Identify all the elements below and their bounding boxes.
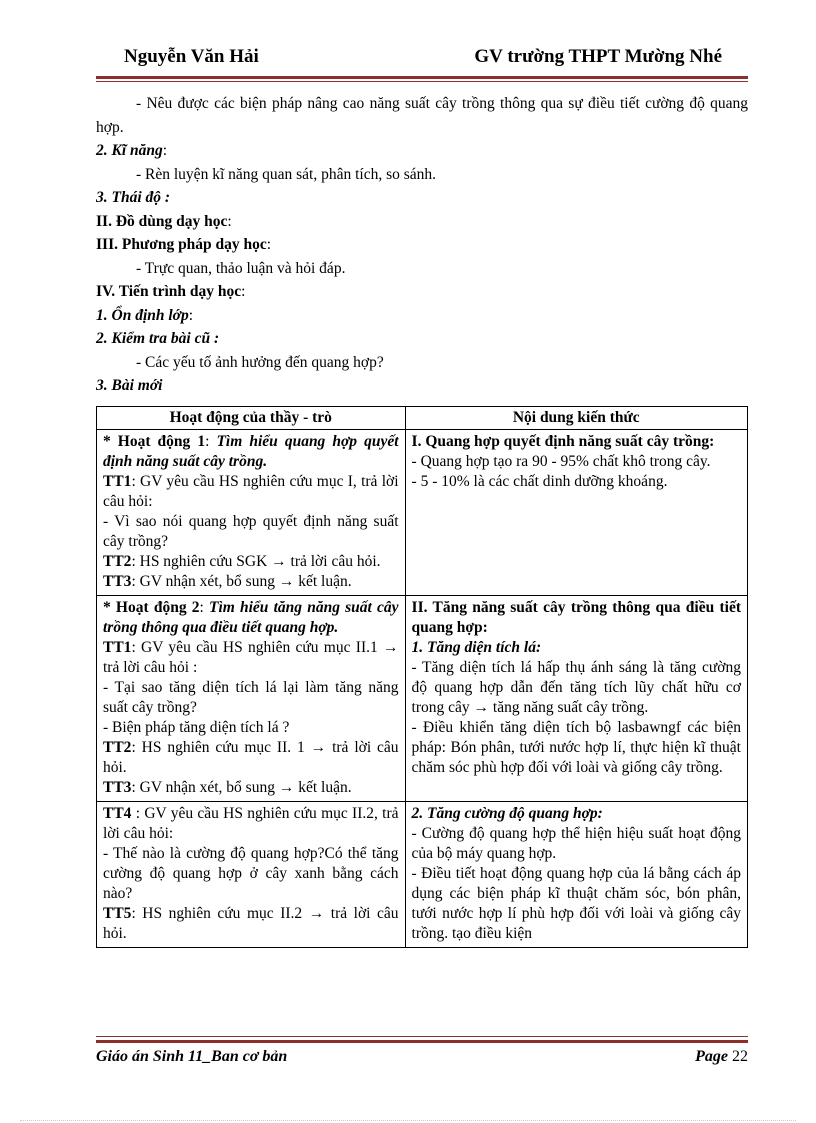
step-label: TT4 (103, 805, 132, 822)
content-subheading: 1. Tăng diện tích lá: (411, 639, 542, 656)
content-cell (405, 802, 747, 948)
content-item: - Cường độ quang hợp thể hiện hiệu suất hoạt động của bộ máy quang hợp. (411, 825, 741, 862)
step-item (103, 778, 399, 798)
content-cell (405, 430, 747, 596)
step-item (103, 738, 399, 778)
step-label: TT2 (103, 553, 132, 570)
table-header-row (97, 407, 748, 430)
col1-header: Hoạt động của thầy - trò (97, 407, 406, 430)
stabilize-colon: : (188, 306, 194, 324)
step-label: TT2 (103, 739, 132, 756)
activity-name: Tìm hiểu tăng năng suất cây trồng thông qua điều tiết quang hợp. (103, 599, 399, 636)
step-item (103, 472, 399, 512)
activity-cell (97, 430, 406, 596)
activity-cell (97, 596, 406, 802)
step-text: : HS nghiên cứu mục II.2 → trả lời câu hỏi. (103, 905, 399, 942)
footer-rule-thin (96, 1036, 748, 1037)
content-item: - Điều khiển tăng diện tích bộ lasbawngf các biện pháp: Bón phân, tưới nước hợp lí, thực hiện kĩ thuật chăm sóc phù hợp đối với loài và giống cây trồng. (411, 719, 741, 776)
author-name: Nguyễn Văn Hải (124, 46, 259, 67)
step-text: : GV nhận xét, bổ sung → kết luận. (131, 573, 352, 590)
step-text: : GV nhận xét, bổ sung → kết luận. (131, 779, 352, 796)
table-row (97, 430, 748, 596)
question-item: - Thế nào là cường độ quang hợp?Có thể tăng cường độ quang hợp ở cây xanh bằng cách nào? (103, 845, 399, 902)
page-indicator (695, 1048, 748, 1066)
stabilize-heading (96, 304, 748, 328)
content-item: - 5 - 10% là các chất dinh dưỡng khoáng. (411, 473, 668, 490)
step-item (103, 638, 399, 678)
method-heading-text: III. Phương pháp dạy học (96, 236, 267, 253)
step-text: : HS nghiên cứu mục II. 1 → trả lời câu hỏi. (103, 739, 399, 776)
step-label: TT5 (103, 905, 132, 922)
skills-colon: : (162, 142, 168, 159)
step-label: TT1 (103, 639, 132, 656)
check-text: - Các yếu tố ảnh hưởng đến quang hợp? (136, 353, 384, 371)
step-label: TT1 (103, 473, 132, 490)
content-item: - Điều tiết hoạt động quang hợp của lá bằng cách áp dụng các biện pháp kĩ thuật chăm sóc, bón phân, tưới nước hợp lí phù hợp đối với loài và giống cây trồng. tạo điều kiện (411, 865, 741, 942)
activity-name: Tìm hiểu quang hợp quyết định năng suất cây trồng. (103, 433, 399, 470)
activity-title: * Hoạt động 2: Tìm hiểu tăng năng suất cây trồng thông qua điều tiết quang hợp. (103, 599, 399, 636)
activity-title: * Hoạt động 1: Tìm hiểu quang hợp quyết định năng suất cây trồng. (103, 433, 399, 470)
table-row (97, 802, 748, 948)
attitude-heading: 3. Thái độ : (96, 189, 171, 206)
method-colon: : (266, 236, 272, 253)
skills-heading (96, 139, 748, 163)
content-cell (405, 596, 747, 802)
check-heading: 2. Kiểm tra bài cũ : (96, 330, 220, 347)
page-number: 22 (732, 1048, 748, 1065)
stabilize-heading-text: 1. Ổn định lớp (96, 306, 189, 324)
school-name: GV trường THPT Mường Nhé (474, 46, 722, 67)
question-item: - Biện pháp tăng diện tích lá ? (103, 719, 290, 736)
page-edge-divider (20, 1120, 796, 1121)
page-label: Page (695, 1048, 728, 1065)
question-item: - Vì sao nói quang hợp quyết định năng suất cây trồng? (103, 513, 399, 550)
content-heading: II. Tăng năng suất cây trồng thông qua điều tiết quang hợp: (411, 599, 741, 636)
process-colon: : (241, 283, 246, 300)
method-text: - Trực quan, thảo luận và hỏi đáp. (136, 259, 346, 277)
step-label: TT3 (103, 573, 132, 590)
lesson-table (96, 406, 748, 948)
step-item (103, 804, 399, 844)
page-header (96, 46, 748, 74)
process-heading (96, 280, 748, 304)
activity-label: * Hoạt động 2 (103, 599, 200, 616)
step-text: : GV yêu cầu HS nghiên cứu mục I, trả lời câu hỏi: (103, 473, 399, 510)
header-rule-thin (96, 81, 748, 82)
tools-heading-text: II. Đồ dùng dạy học (96, 212, 228, 230)
intro-section (96, 92, 748, 398)
step-item (103, 904, 399, 944)
question-item: - Tại sao tăng diện tích lá lại làm tăng năng suất cây trồng? (103, 679, 399, 716)
step-item (103, 552, 399, 572)
tools-heading (96, 210, 748, 234)
table-row (97, 596, 748, 802)
content-item: - Tăng diện tích lá hấp thụ ánh sáng là tăng cường độ quang hợp dẫn đến tăng tích lũy chất hữu cơ trong cây → tăng năng suất cây trồng. (411, 659, 741, 716)
activity-label: * Hoạt động 1 (103, 433, 206, 450)
step-text: : GV yêu cầu HS nghiên cứu mục II.1 → trả lời câu hỏi : (103, 639, 399, 676)
process-heading-text: IV. Tiến trình dạy học (96, 283, 242, 300)
skills-text: - Rèn luyện kĩ năng quan sát, phân tích, so sánh. (136, 165, 437, 183)
step-item (103, 572, 399, 592)
footer-rule (96, 1040, 748, 1043)
objective-line: - Nêu được các biện pháp nâng cao năng suất cây trồng thông qua sự điều tiết cường độ quang hợp. (96, 95, 748, 136)
content-subheading: 2. Tăng cường độ quang hợp: (411, 805, 603, 822)
col2-header: Nội dung kiến thức (405, 407, 747, 430)
step-label: TT3 (103, 779, 132, 796)
tools-colon: : (227, 212, 232, 230)
footer-title: Giáo án Sinh 11_Ban cơ bản (96, 1048, 288, 1065)
activity-cell (97, 802, 406, 948)
step-text: : HS nghiên cứu SGK → trả lời câu hỏi. (131, 553, 381, 570)
skills-heading-text: 2. Kĩ năng (96, 142, 163, 159)
method-heading (96, 233, 748, 257)
step-text: : GV yêu cầu HS nghiên cứu mục II.2, trả lời câu hỏi: (103, 805, 399, 842)
new-lesson-heading: 3. Bài mới (96, 377, 163, 394)
header-rule (96, 76, 748, 79)
content-item: - Quang hợp tạo ra 90 - 95% chất khô trong cây. (411, 453, 711, 470)
content-heading: I. Quang hợp quyết định năng suất cây trồng: (411, 433, 715, 450)
